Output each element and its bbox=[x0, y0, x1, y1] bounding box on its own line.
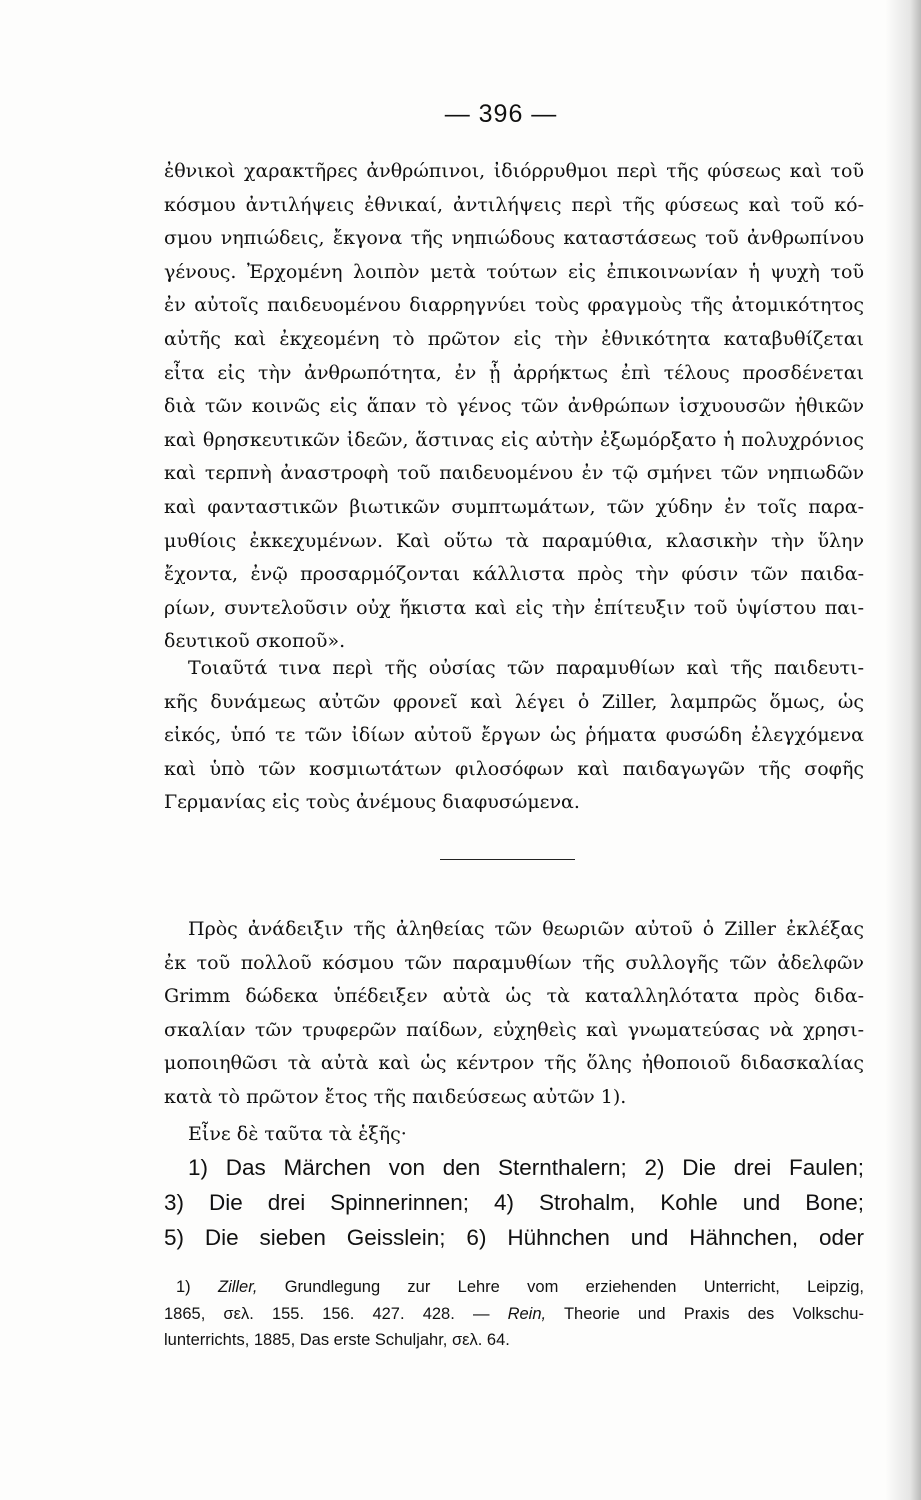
section-divider bbox=[440, 859, 575, 860]
footnote-text: 1865, σελ. 155. 156. 427. 428. — bbox=[164, 1304, 490, 1323]
text-line: καὶ φανταστικῶν βιωτικῶν συμπτωμάτων, τῶν χύδην ἐν τοῖς παρα- bbox=[164, 495, 864, 518]
page-edge-shadow bbox=[885, 0, 921, 1500]
footnote-line bbox=[164, 1301, 864, 1328]
text-line: δευτικοῦ σκοποῦ». bbox=[164, 630, 346, 653]
footnote-line: lunterrichts, 1885, Das erste Schuljahr, σελ. 64. bbox=[164, 1331, 510, 1349]
footnote-text: Grundlegung zur Lehre vom erziehenden Unterricht, Leipzig, bbox=[284, 1278, 864, 1296]
footnote-author: Rein, bbox=[507, 1304, 547, 1323]
text-line: ρίων, συντελοῦσιν οὐχ ἥκιστα καὶ εἰς τὴν ἐπίτευξιν τοῦ ὑψίστου παι- bbox=[164, 596, 864, 619]
text-line: κατὰ τὸ πρῶτον ἔτος τῆς παιδεύσεως αὐτῶν 1). bbox=[164, 1085, 627, 1108]
footnote bbox=[164, 1274, 864, 1354]
tales-line: 1) Das Märchen von den Sternthalern; 2) Die drei Faulen; bbox=[188, 1155, 864, 1180]
paragraph-grimm-selection bbox=[164, 913, 864, 1115]
text-line: διὰ τῶν κοινῶς εἰς ἅπαν τὸ γένος τῶν ἀνθρώπων ἰσχυουσῶν ἠθικῶν bbox=[164, 395, 864, 418]
text-line: Grimm δώδεκα ὑπέδειξεν αὐτὰ ὡς τὰ καταλληλότατα πρὸς διδα- bbox=[164, 985, 864, 1008]
footnote-author: Ziller, bbox=[217, 1278, 258, 1296]
text-line: ἐν αὐτοῖς παιδευομένου διαρρηγνύει τοὺς φραγμοὺς τῆς ἀτομικότητος bbox=[164, 294, 864, 317]
text-line: αὐτῆς καὶ ἐκχεομένη τὸ πρῶτον εἰς τὴν ἐθνικότητα καταβυθίζεται bbox=[164, 327, 864, 350]
list-intro bbox=[164, 1118, 864, 1152]
text-line: κῆς δυνάμεως αὐτῶν φρονεῖ καὶ λέγει ὁ Ziller, λαμπρῶς ὅμως, ὡς bbox=[164, 690, 864, 713]
footnote-marker: 1) bbox=[176, 1278, 191, 1296]
text-line: κόσμου ἀντιλήψεις ἐθνικαί, ἀντιλήψεις περὶ τῆς φύσεως καὶ τοῦ κό- bbox=[164, 193, 864, 216]
text-line: μυθίοις ἐκκεχυμένων. Καὶ οὕτω τὰ παραμύθια, κλασικὴν τὴν ὕλην bbox=[164, 529, 864, 552]
text-line: καὶ τερπνὴ ἀναστροφὴ τοῦ παιδευομένου ἐν τῷ σμήνει τῶν νηπιωδῶν bbox=[164, 462, 864, 485]
text-line: Γερμανίας εἰς τοὺς ἀνέμους διαφυσώμενα. bbox=[164, 791, 580, 814]
footnote-text: Theorie und Praxis des Volkschu- bbox=[563, 1304, 864, 1323]
paragraph-continuation bbox=[164, 155, 864, 659]
text-line: εἰκός, ὑπό τε τῶν ἰδίων αὐτοῦ ἔργων ὡς ῥήματα φυσώδη ἐλεγχόμενα bbox=[164, 724, 864, 747]
text-line: Πρὸς ἀνάδειξιν τῆς ἀληθείας τῶν θεωριῶν αὐτοῦ ὁ Ziller ἐκλέξας bbox=[188, 918, 864, 940]
text-line: ἔχοντα, ἐνῷ προσαρμόζονται κάλλιστα πρὸς τὴν φύσιν τῶν παιδα- bbox=[164, 563, 864, 586]
footnote-line bbox=[164, 1274, 864, 1301]
text-line: Τοιαῦτά τινα περὶ τῆς οὐσίας τῶν παραμυθίων καὶ τῆς παιδευτι- bbox=[188, 657, 864, 679]
tales-line: 3) Die drei Spinnerinnen; 4) Strohalm, Kohle und Bone; bbox=[164, 1190, 864, 1215]
text-line: ἐκ τοῦ πολλοῦ κόσμου τῶν παραμυθίων τῆς συλλογῆς τῶν ἀδελφῶν bbox=[164, 951, 864, 974]
text-line: ἐθνικοὶ χαρακτῆρες ἀνθρώπινοι, ἰδιόρρυθμοι περὶ τῆς φύσεως καὶ τοῦ bbox=[164, 160, 864, 182]
text-line: καὶ θρησκευτικῶν ἰδεῶν, ἅστινας εἰς αὐτὴν ἐξωμόρξατο ἡ πολυχρόνιος bbox=[164, 428, 864, 451]
tales-list bbox=[164, 1150, 864, 1255]
text-line: καὶ ὑπὸ τῶν κοσμιωτάτων φιλοσόφων καὶ παιδαγωγῶν τῆς σοφῆς bbox=[164, 757, 864, 780]
text-line: Εἶνε δὲ ταῦτα τὰ ἑξῆς· bbox=[188, 1123, 407, 1145]
text-line: σμου νηπιώδεις, ἔκγονα τῆς νηπιώδους καταστάσεως τοῦ ἀνθρωπίνου bbox=[164, 227, 864, 250]
text-line: εἶτα εἰς τὴν ἀνθρωπότητα, ἐν ᾗ ἀρρήκτως ἐπὶ τέλους προσδένεται bbox=[164, 361, 864, 384]
page-number: — 396 — bbox=[444, 100, 558, 128]
paragraph-ziller-summary bbox=[164, 652, 864, 820]
text-line: μοποιηθῶσι τὰ αὐτὰ καὶ ὡς κέντρον τῆς ὅλης ἠθοποιοῦ διδασκαλίας bbox=[164, 1052, 864, 1075]
text-line: σκαλίαν τῶν τρυφερῶν παίδων, εὐχηθεὶς καὶ γνωματεύσας νὰ χρησι- bbox=[164, 1018, 864, 1041]
text-line: γένους. Ἐρχομένη λοιπὸν μετὰ τούτων εἰς ἐπικοινωνίαν ἡ ψυχὴ τοῦ bbox=[164, 260, 864, 283]
tales-line: 5) Die sieben Geisslein; 6) Hühnchen und Hähnchen, oder bbox=[164, 1225, 864, 1250]
